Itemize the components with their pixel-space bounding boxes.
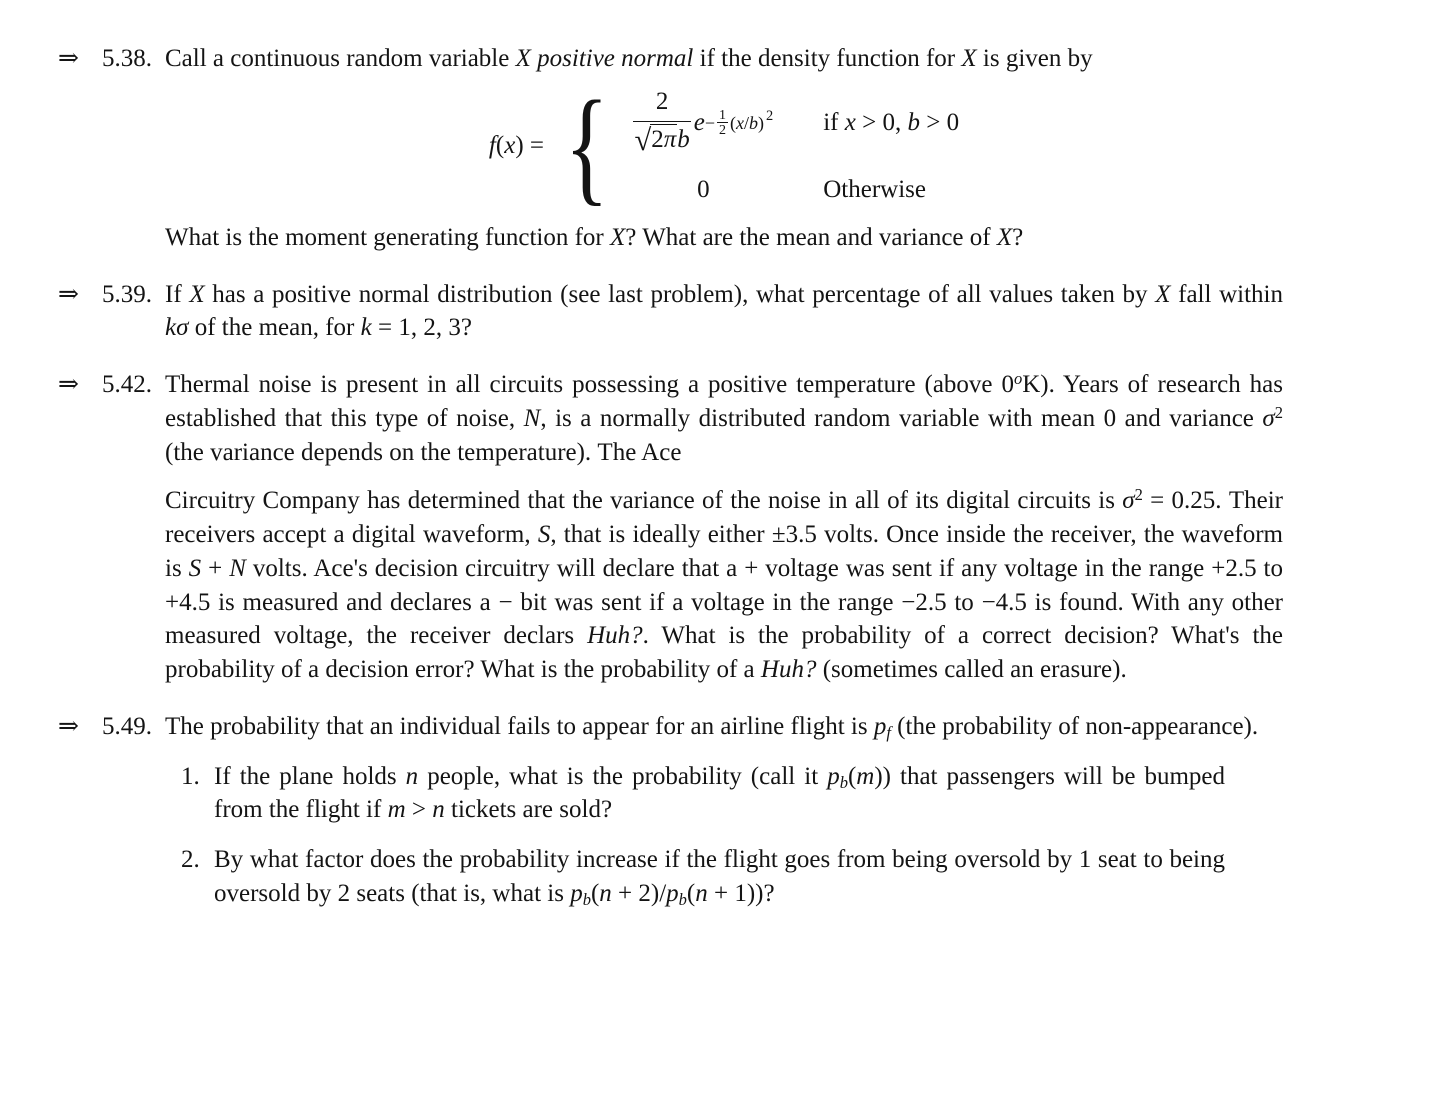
case-condition-2: Otherwise: [823, 176, 926, 204]
exponent-minus: −: [704, 112, 715, 133]
implies-arrow-icon: ⇒: [58, 712, 79, 740]
problem-542: [58, 368, 1283, 687]
fraction-numerator: 2: [633, 88, 690, 122]
sqrt-radical-icon: √: [634, 123, 652, 158]
problem-question-text: What is the moment generating function for X? What are the mean and variance of X?: [165, 223, 1024, 251]
fraction-denominator: [633, 122, 690, 158]
exponential-base: e: [693, 108, 705, 136]
list-item-1: [181, 760, 1225, 828]
case-expression-1: [633, 88, 773, 158]
problem-number: 5.38.: [102, 45, 152, 72]
cases-grid: [633, 88, 959, 205]
problem-number: 5.39.: [102, 280, 152, 308]
cases-brace: {: [564, 74, 609, 217]
list-item-text: By what factor does the probability increase if the flight goes from being oversold by 1 seat to being oversold by 2 seats (that is, what is pb(n + 2)/pb(n + 1))?: [214, 846, 1225, 910]
problem-marker: [58, 278, 165, 346]
problem-marker: [58, 710, 165, 911]
denominator-tail: b: [677, 125, 690, 153]
implies-arrow-icon: ⇒: [58, 280, 79, 308]
list-item-text: If the plane holds n people, what is the probability (call it pb(m)) that passengers will be bumped from the flight if m > n tickets are sold?: [214, 762, 1225, 824]
list-item-number: 1.: [181, 762, 200, 790]
formula-lhs: f(x) =: [488, 131, 544, 159]
list-item-2: [181, 843, 1225, 911]
problem-539: [58, 278, 1283, 346]
case-expression-2: 0: [697, 176, 710, 204]
problem-content: [165, 42, 1283, 255]
problem-549: [58, 710, 1283, 911]
main-fraction: [633, 88, 690, 158]
problem-text: If X has a positive normal distribution (see last problem), what percentage of all values taken by X fall within kσ of the mean, for k = 1, 2, 3?: [165, 280, 1283, 342]
problem-paragraph-2: Circuitry Company has determined that the variance of the noise in all of its digital circuits is $\sigma^2 = 0.25$. Their receivers accept a digital waveform, S, that is ideally either ±3.5 volts. Once inside the receiver, the waveform is S + N volts. Ace's decision circuitry will declare that a + voltage was sent if any voltage in the range +2.5 to +4.5 is measured and declares a − bit was sent if a voltage in the range −2.5 to −4.5 is found. With any other measured voltage, the receiver declars Huh?. What is the probability of a correct decision? What's the probability of a decision error? What is the probability of a Huh? (sometimes called an erasure).: [165, 485, 1283, 684]
exponent-fraction-numerator: 1: [718, 107, 726, 124]
exponent-fraction: [717, 108, 728, 138]
problem-number: 5.49.: [102, 712, 152, 740]
case-condition-1: if x > 0, b > 0: [823, 108, 960, 136]
problem-content: [165, 368, 1283, 687]
exponent-fraction-denominator: 2: [718, 122, 726, 139]
problem-number: 5.42.: [102, 371, 152, 399]
problem-marker: [58, 42, 165, 255]
problem-marker: [58, 368, 165, 687]
exponent: [705, 108, 773, 138]
problem-538: [58, 42, 1283, 255]
exponent-square: 2: [766, 108, 774, 125]
implies-arrow-icon: ⇒: [58, 45, 79, 72]
list-item-number: 2.: [181, 846, 200, 874]
problem-intro-text: Call a continuous random variable X positive normal if the density function for X is given by: [165, 45, 1093, 72]
problem-content: [165, 278, 1283, 346]
density-function-equation: [165, 74, 1283, 217]
sqrt-radicand: 2π: [651, 125, 677, 153]
exponent-argument: (x/b): [730, 112, 765, 133]
problem-paragraph-1: Thermal noise is present in all circuits possessing a positive temperature (above 0$^o$K). Years of research has established that this type of noise, N, is a normally distributed random variable with mean 0 and variance $\sigma^2$ (the variance depends on the temperature). The Ace: [165, 368, 1283, 466]
problem-intro-text: The probability that an individual fails to appear for an airline flight is pf (the probability of non-appearance).: [165, 712, 1259, 743]
problem-content: [165, 710, 1283, 911]
implies-arrow-icon: ⇒: [58, 371, 79, 399]
